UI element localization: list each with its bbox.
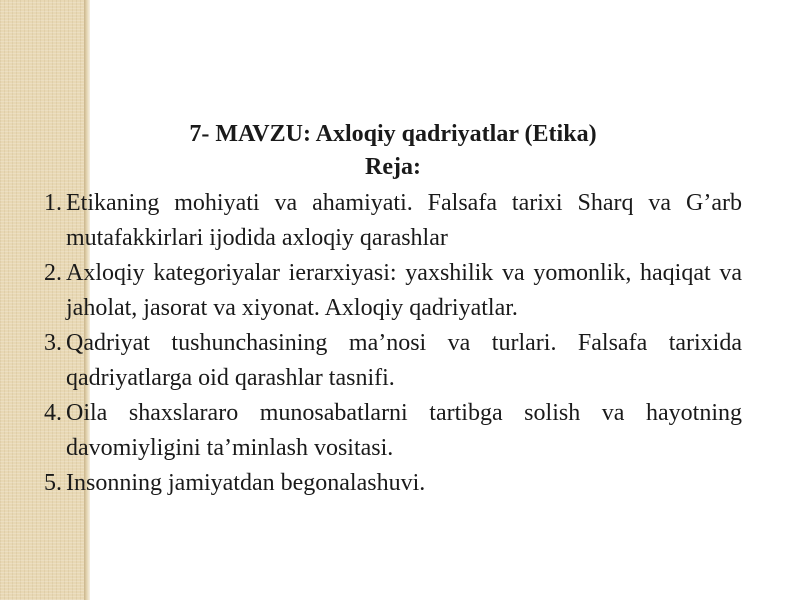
plan-item-text: Insonning jamiyatdan begonalashuvi. [66,470,426,496]
plan-item-number: 5. [44,470,62,496]
plan-item-5 [44,466,742,501]
plan-item-number: 2. [44,260,62,286]
plan-item-2 [44,256,742,326]
plan-item-1 [44,186,742,256]
plan-item-text: Etikaning mohiyati va ahamiyati. Falsafa tarixi Sharq va G’arb mutafakkirlari ijodida axloqiy qarashlar [66,190,742,251]
slide-content [44,118,742,501]
plan-item-3 [44,326,742,396]
plan-item-number: 3. [44,330,62,356]
plan-item-number: 1. [44,190,62,216]
slide-title: 7- MAVZU: Axloqiy qadriyatlar (Etika) [189,121,597,147]
plan-item-text: Qadriyat tushunchasining ma’nosi va turlari. Falsafa tarixida qadriyatlarga oid qarashlar tasnifi. [66,330,742,391]
plan-heading: Reja: [365,154,421,180]
plan-list [44,186,742,501]
plan-item-text: Axloqiy kategoriyalar ierarxiyasi: yaxshilik va yomonlik, haqiqat va jaholat, jasorat va xiyonat. Axloqiy qadriyatlar. [66,260,742,321]
plan-item-4 [44,396,742,466]
plan-item-text: Oila shaxslararo munosabatlarni tartibga solish va hayotning davomiyligini ta’minlash vositasi. [66,400,742,461]
plan-item-number: 4. [44,400,62,426]
